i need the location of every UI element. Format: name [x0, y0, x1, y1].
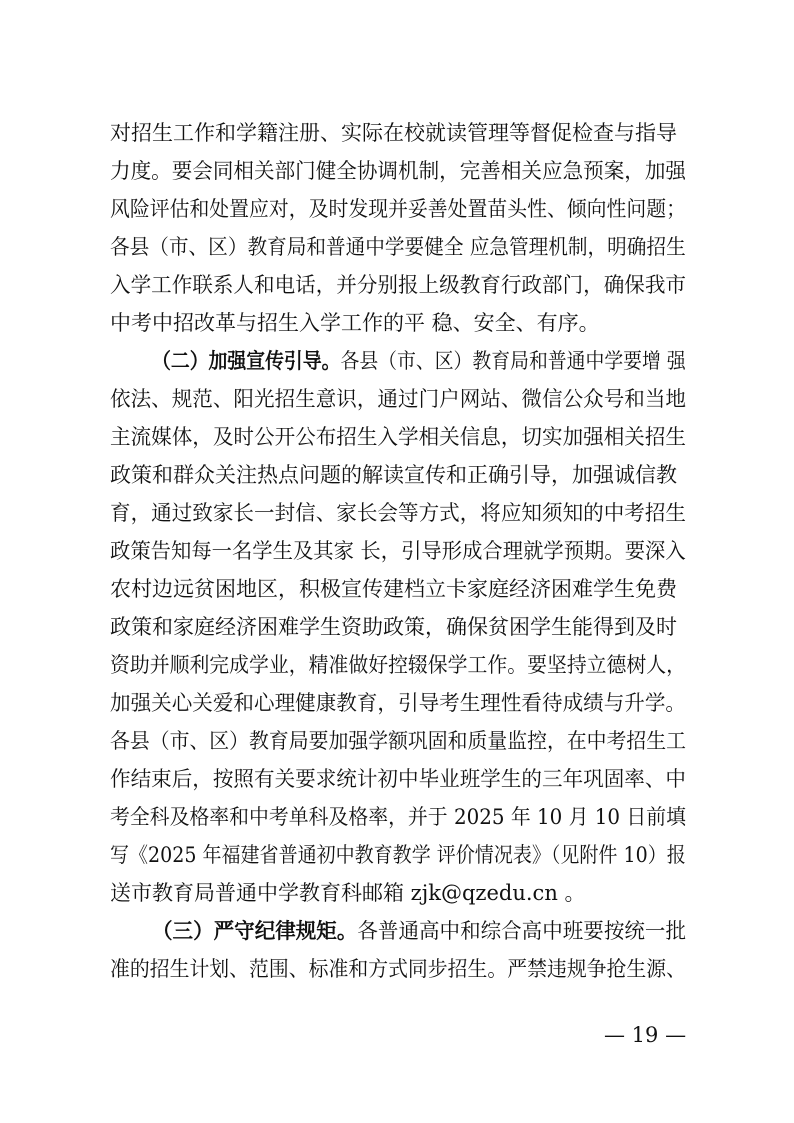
body-text-line: 政策告知每一名学生及其家 长，引导形成合理就学预期。要深入	[110, 539, 686, 563]
body-text-line: 农村边远贫困地区，积极宣传建档立卡家庭经济困难学生免费	[110, 577, 677, 601]
body-text-line: 依法、规范、阳光招生意识，通过门户网站、微信公众号和当地	[110, 387, 687, 411]
body-text-line: 写《2025 年福建省普通初中教育教学 评价情况表》（见附件 10）报	[110, 843, 686, 867]
body-text-line: 风险评估和处置应对，及时发现并妥善处置苗头性、倾向性问题；	[110, 197, 686, 221]
section-2-lead-text: 各县（市、区）教育局和普通中学要增 强	[340, 349, 686, 373]
section-2-heading: （二）加强宣传引导。	[152, 348, 341, 373]
body-text-line: 资助并顺利完成学业，精准做好控辍保学工作。要坚持立德树人，	[110, 653, 686, 677]
body-text-line: 主流媒体，及时公开公布招生入学相关信息，切实加强相关招生	[110, 425, 687, 449]
body-text-line: 力度。要会同相关部门健全协调机制，完善相关应急预案，加强	[110, 159, 687, 183]
body-text-line: 送市教育局普通中学教育科邮箱 zjk@qzedu.cn 。	[110, 881, 586, 905]
section-2-first-line	[152, 346, 686, 376]
body-text-line: 作结束后，按照有关要求统计初中毕业班学生的三年巩固率、中	[110, 767, 687, 791]
body-text-line: 各县（市、区）教育局和普通中学要健全 应急管理机制，明确招生	[110, 235, 686, 259]
body-text-line: 准的招生计划、范围、标准和方式同步招生。严禁违规争抢生源、	[110, 957, 686, 981]
page-number: — 19 —	[604, 1023, 687, 1047]
body-text-line: 对招生工作和学籍注册、实际在校就读管理等督促检查与指导	[110, 121, 677, 145]
body-text-line: 各县（市、区）教育局要加强学额巩固和质量监控，在中考招生工	[110, 729, 686, 753]
body-text-line: 政策和群众关注热点问题的解读宣传和正确引导，加强诚信教	[110, 463, 677, 487]
section-3-first-line	[152, 916, 686, 946]
body-text-line: 入学工作联系人和电话，并分别报上级教育行政部门，确保我市	[110, 273, 687, 297]
body-text-line: 育，通过致家长一封信、家长会等方式，将应知须知的中考招生	[110, 501, 687, 525]
body-text-line: 考全科及格率和中考单科及格率，并于 2025 年 10 月 10 日前填	[110, 805, 686, 829]
body-text-line: 加强关心关爱和心理健康教育，引导考生理性看待成绩与升学。	[110, 691, 687, 715]
section-3-heading: （三）严守纪律规矩。	[152, 918, 358, 943]
body-text-line: 政策和家庭经济困难学生资助政策，确保贫困学生能得到及时	[110, 615, 677, 639]
section-3-lead-text: 各普通高中和综合高中班要按统一批	[357, 919, 686, 943]
body-text-line: 中考中招改革与招生入学工作的平 稳、安全、有序。	[110, 311, 600, 335]
